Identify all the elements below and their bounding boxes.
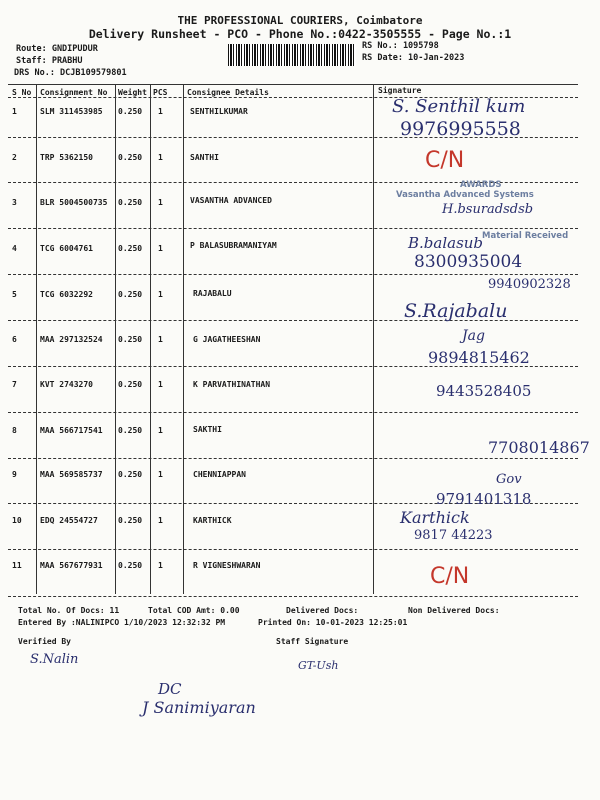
row-consignee: K PARVATHINATHAN: [193, 380, 271, 389]
route-label: Route: GNDIPUDUR: [16, 44, 98, 54]
row-sno: 4: [12, 244, 17, 253]
row-sno: 11: [12, 561, 22, 570]
row-consignment: MAA 566717541: [40, 426, 103, 435]
signature-row-3: H.bsuradsdsb: [442, 202, 534, 217]
phone-row-7: 9443528405: [436, 382, 532, 400]
row-weight: 0.250: [118, 516, 143, 525]
signature-row-5: S.Rajabalu: [404, 300, 508, 322]
row-consignment: KVT 2743270: [40, 380, 93, 389]
row-consignment: EDQ 24554727: [40, 516, 98, 525]
total-cod: Total COD Amt: 0.00: [148, 606, 240, 615]
stamp-company: Vasantha Advanced Systems: [396, 190, 534, 200]
signature-row-6: Jag: [462, 328, 485, 344]
row-pcs: 1: [158, 244, 163, 253]
signature-row-2: C/N: [425, 148, 465, 173]
row-weight: 0.250: [118, 426, 143, 435]
row-sno: 2: [12, 153, 17, 162]
row-pcs: 1: [158, 561, 163, 570]
row-weight: 0.250: [118, 244, 143, 253]
staff-signature: GT-Ush: [298, 659, 339, 672]
entered-by: Entered By :NALINIPCO 1/10/2023 12:32:32 PM: [18, 618, 226, 627]
stamp-awards: AWARDS: [460, 180, 502, 190]
row-weight: 0.250: [118, 561, 143, 570]
row-pcs: 1: [158, 426, 163, 435]
row-pcs: 1: [158, 153, 163, 162]
row-consignee: R VIGNESHWARAN: [193, 561, 261, 570]
row-consignee: VASANTHA ADVANCED: [190, 196, 272, 205]
row-consignment: SLM 311453985: [40, 107, 103, 116]
row-pcs: 1: [158, 290, 163, 299]
row-consignee: G JAGATHEESHAN: [193, 335, 261, 344]
receiver-signature-bottom: J Sanimiyaran: [142, 698, 256, 717]
barcode-image: [228, 44, 356, 66]
phone-row-4: 8300935004: [414, 252, 523, 272]
row-pcs: 1: [158, 380, 163, 389]
phone-row-5: 9940902328: [488, 277, 571, 292]
col-weight: Weight: [118, 88, 147, 97]
receiver-signature-top: DC: [158, 680, 182, 698]
phone-row-10: 9817 44223: [414, 528, 493, 543]
row-sno: 3: [12, 198, 17, 207]
company-title: THE PROFESSIONAL COURIERS, Coimbatore: [177, 14, 423, 27]
total-docs: Total No. Of Docs: 11: [18, 606, 120, 615]
row-consignee: KARTHICK: [193, 516, 232, 525]
row-pcs: 1: [158, 516, 163, 525]
row-pcs: 1: [158, 198, 163, 207]
staff-signature-label: Staff Signature: [276, 637, 349, 646]
row-consignment: TCG 6032292: [40, 290, 93, 299]
row-pcs: 1: [158, 470, 163, 479]
phone-row-8: 7708014867: [488, 438, 590, 457]
col-sno: S No: [12, 88, 32, 97]
col-consignment: Consignment No: [40, 88, 108, 97]
runsheet-subtitle: Delivery Runsheet - PCO - Phone No.:0422-3505555 - Page No.:1: [88, 27, 512, 41]
row-consignment: TCG 6004761: [40, 244, 93, 253]
row-consignment: MAA 569585737: [40, 470, 103, 479]
verified-signature: S.Nalin: [30, 652, 79, 667]
row-sno: 10: [12, 516, 22, 525]
row-consignee: CHENNIAPPAN: [193, 470, 246, 479]
staff-label: Staff: PRABHU: [16, 56, 83, 66]
rs-number: RS No.: 1095798: [362, 41, 439, 51]
stamp-material-received: Material Received: [482, 231, 569, 241]
row-consignee: RAJABALU: [193, 289, 232, 298]
phone-row-1: 9976995558: [400, 118, 521, 140]
row-sno: 7: [12, 380, 17, 389]
col-pcs: PCS: [153, 88, 168, 97]
col-signature: Signature: [378, 86, 422, 95]
row-sno: 5: [12, 290, 17, 299]
row-sno: 9: [12, 470, 17, 479]
row-consignment: TRP 5362150: [40, 153, 93, 162]
row-pcs: 1: [158, 107, 163, 116]
row-sno: 6: [12, 335, 17, 344]
row-consignment: BLR 5004500735: [40, 198, 108, 207]
row-pcs: 1: [158, 335, 163, 344]
verified-by-label: Verified By: [18, 637, 71, 646]
phone-row-9: 9791401318: [436, 490, 532, 508]
signature-row-9: Gov: [496, 472, 522, 487]
row-weight: 0.250: [118, 107, 143, 116]
row-sno: 8: [12, 426, 17, 435]
drs-number: DRS No.: DCJB109579801: [14, 68, 127, 78]
row-consignee: SAKTHI: [193, 425, 222, 434]
row-weight: 0.250: [118, 198, 143, 207]
row-consignment: MAA 297132524: [40, 335, 103, 344]
non-delivered-docs: Non Delivered Docs:: [408, 606, 500, 615]
row-consignee: SANTHI: [190, 153, 219, 162]
delivered-docs: Delivered Docs:: [286, 606, 359, 615]
row-weight: 0.250: [118, 335, 143, 344]
rs-date: RS Date: 10-Jan-2023: [362, 53, 465, 63]
signature-row-4: B.balasub: [408, 234, 484, 252]
col-consignee: Consignee Details: [187, 88, 269, 97]
row-weight: 0.250: [118, 290, 143, 299]
phone-row-6: 9894815462: [428, 348, 530, 367]
printed-on: Printed On: 10-01-2023 12:25:01: [258, 618, 408, 627]
row-weight: 0.250: [118, 470, 143, 479]
signature-row-11: C/N: [430, 564, 470, 589]
row-sno: 1: [12, 107, 17, 116]
row-weight: 0.250: [118, 380, 143, 389]
row-consignment: MAA 567677931: [40, 561, 103, 570]
row-weight: 0.250: [118, 153, 143, 162]
signature-row-10: Karthick: [400, 508, 470, 527]
row-consignee: P BALASUBRAMANIYAM: [190, 241, 277, 250]
row-consignee: SENTHILKUMAR: [190, 107, 248, 116]
signature-row-1: S. Senthil kum: [392, 96, 526, 117]
